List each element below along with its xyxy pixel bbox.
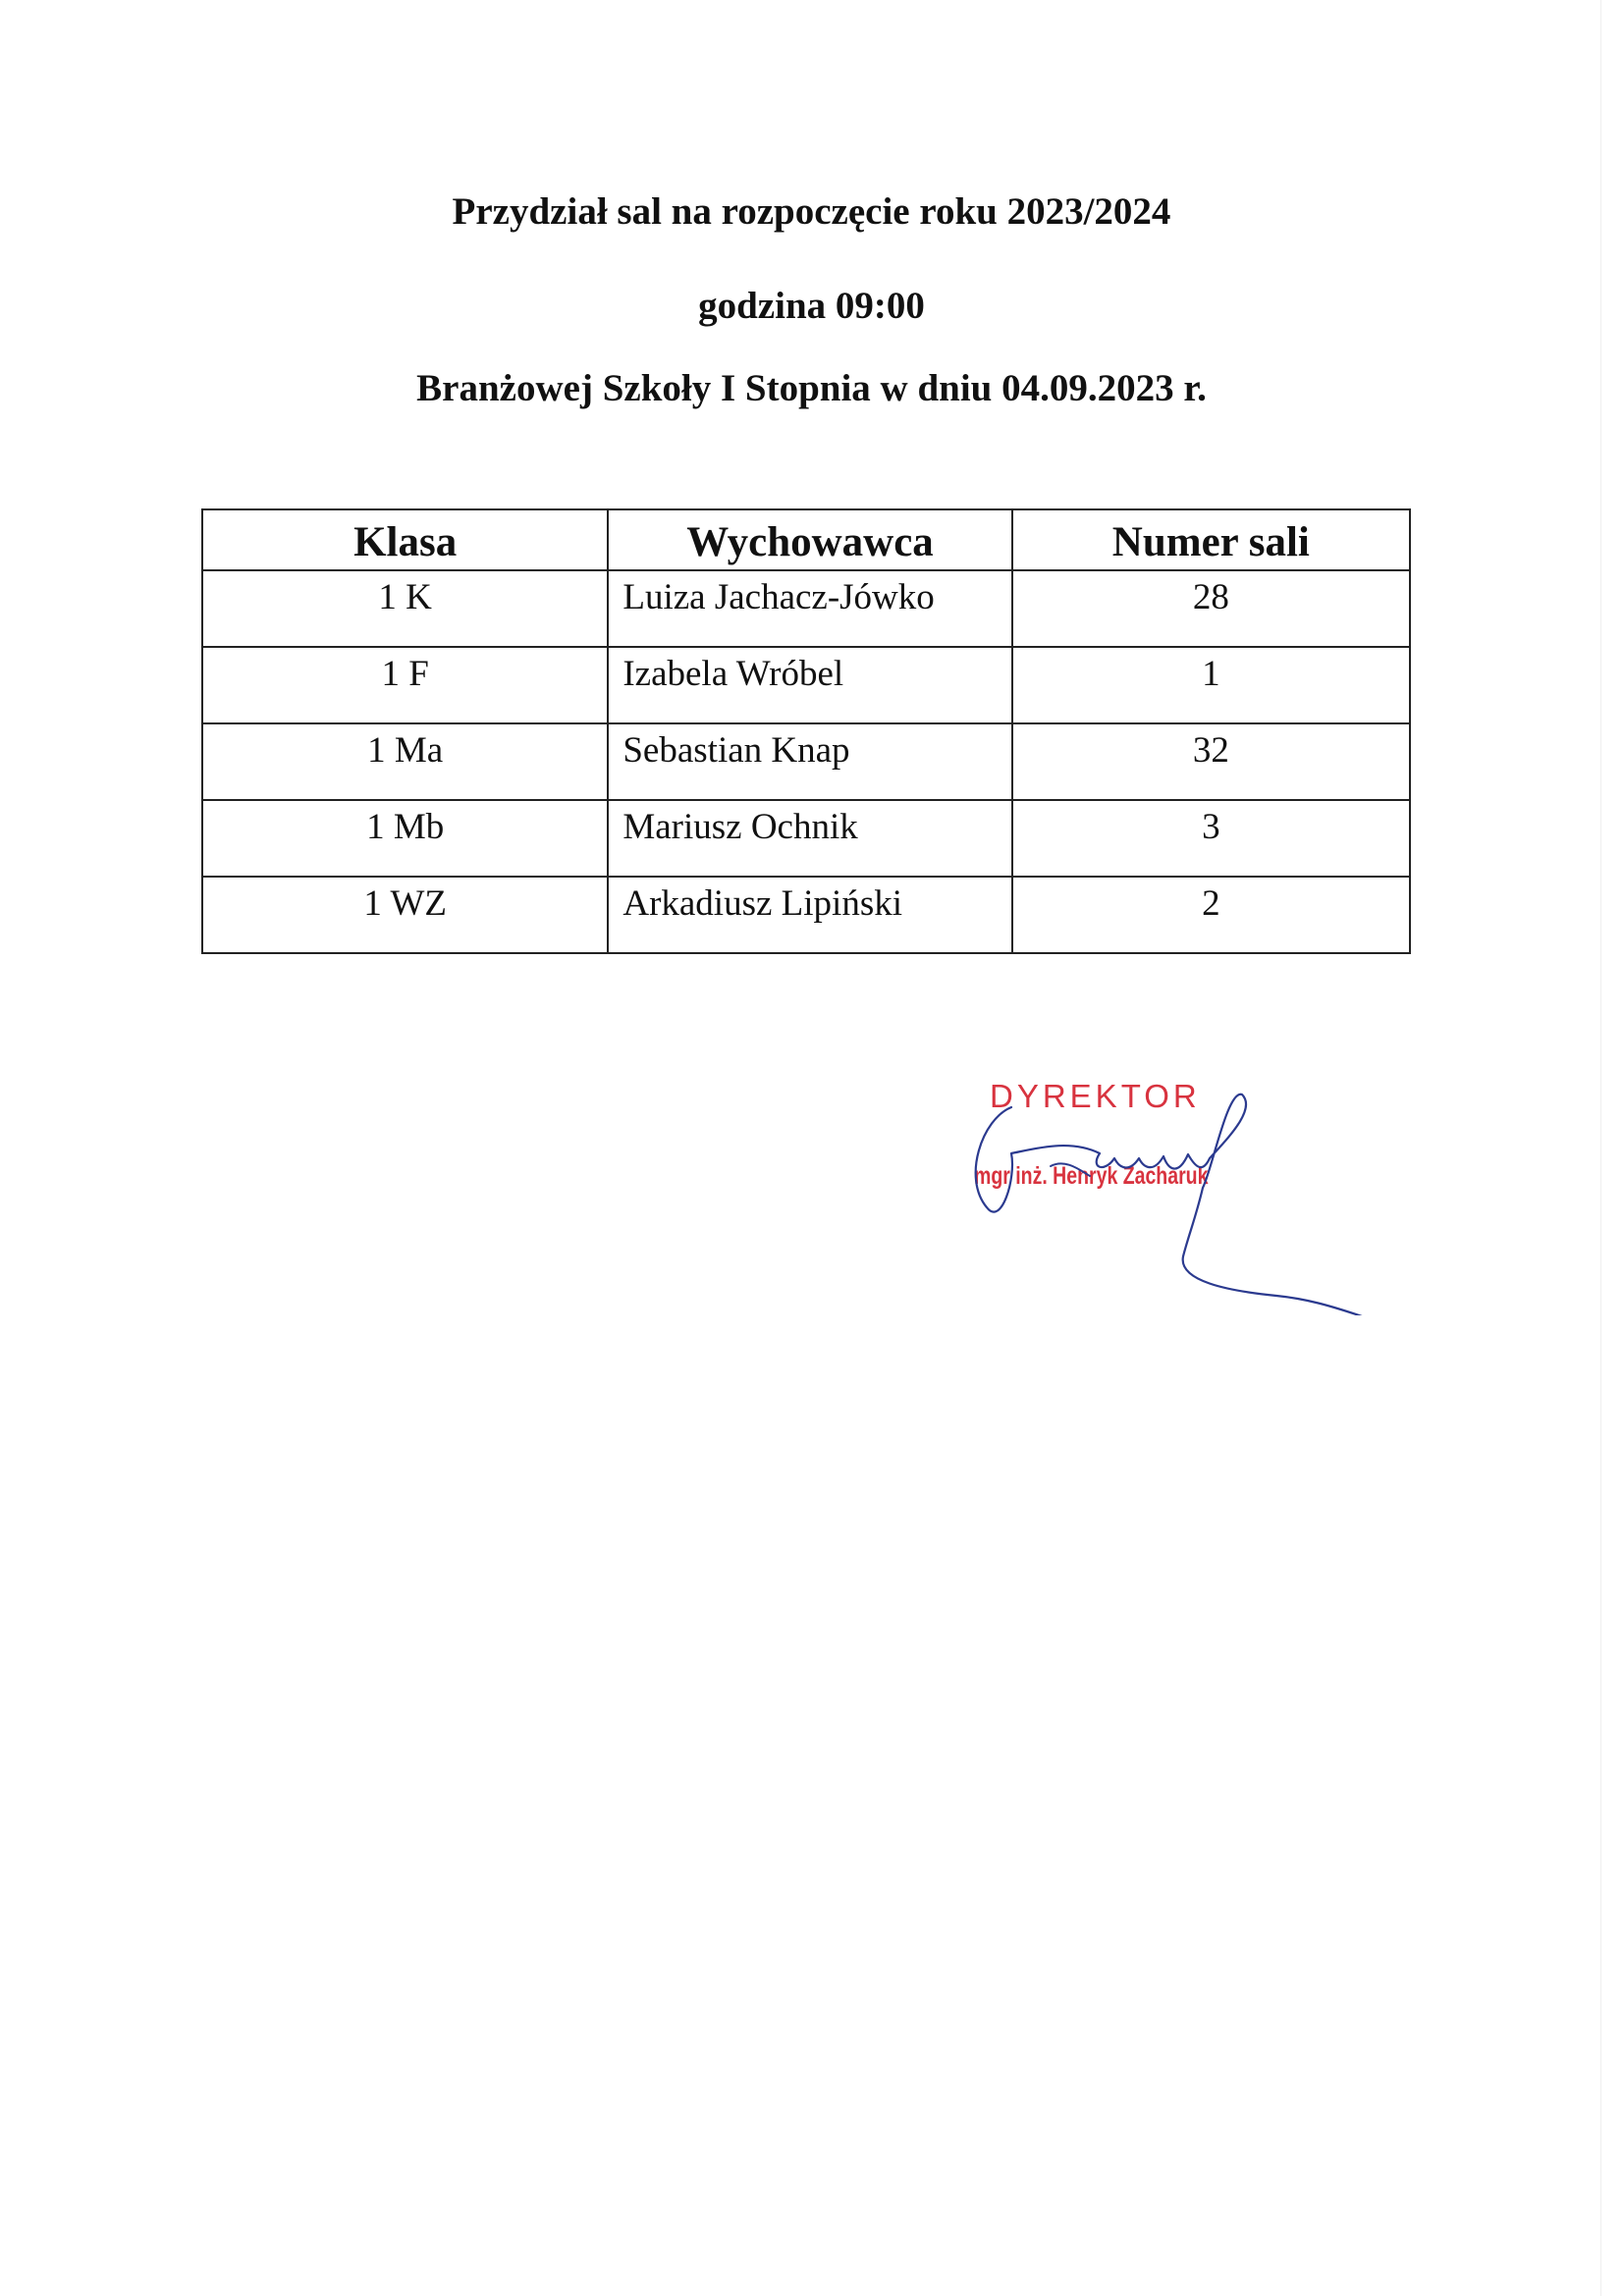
handwritten-signature bbox=[943, 1060, 1375, 1315]
document-title: Przydział sal na rozpoczęcie roku 2023/2024 bbox=[452, 190, 1171, 233]
column-header-room: Numer sali bbox=[1012, 509, 1410, 570]
teacher-cell: Luiza Jachacz-Jówko bbox=[608, 570, 1011, 647]
class-cell: 1 Mb bbox=[202, 800, 608, 877]
class-cell: 1 F bbox=[202, 647, 608, 723]
stamp-name: mgr inż. Henryk Zacharuk bbox=[974, 1162, 1209, 1190]
class-cell: 1 Ma bbox=[202, 723, 608, 800]
table-header-row bbox=[202, 509, 1410, 570]
document-time: godzina 09:00 bbox=[698, 285, 925, 327]
stamp-title: DYREKTOR bbox=[990, 1078, 1201, 1114]
teacher-cell: Mariusz Ochnik bbox=[608, 800, 1011, 877]
column-header-class: Klasa bbox=[202, 509, 608, 570]
column-header-teacher: Wychowawca bbox=[608, 509, 1011, 570]
table-row bbox=[202, 877, 1410, 953]
director-signature-block bbox=[943, 1060, 1375, 1315]
page-edge bbox=[1600, 0, 1601, 2296]
room-cell: 28 bbox=[1012, 570, 1410, 647]
teacher-cell: Izabela Wróbel bbox=[608, 647, 1011, 723]
room-cell: 1 bbox=[1012, 647, 1410, 723]
room-cell: 32 bbox=[1012, 723, 1410, 800]
class-cell: 1 WZ bbox=[202, 877, 608, 953]
teacher-cell: Sebastian Knap bbox=[608, 723, 1011, 800]
document-subtitle: Branżowej Szkoły I Stopnia w dniu 04.09.2023 r. bbox=[416, 367, 1207, 409]
room-assignment-table bbox=[201, 508, 1411, 954]
room-cell: 2 bbox=[1012, 877, 1410, 953]
table-row bbox=[202, 723, 1410, 800]
teacher-cell: Arkadiusz Lipiński bbox=[608, 877, 1011, 953]
table-row bbox=[202, 647, 1410, 723]
class-cell: 1 K bbox=[202, 570, 608, 647]
table-row bbox=[202, 800, 1410, 877]
table-row bbox=[202, 570, 1410, 647]
room-cell: 3 bbox=[1012, 800, 1410, 877]
